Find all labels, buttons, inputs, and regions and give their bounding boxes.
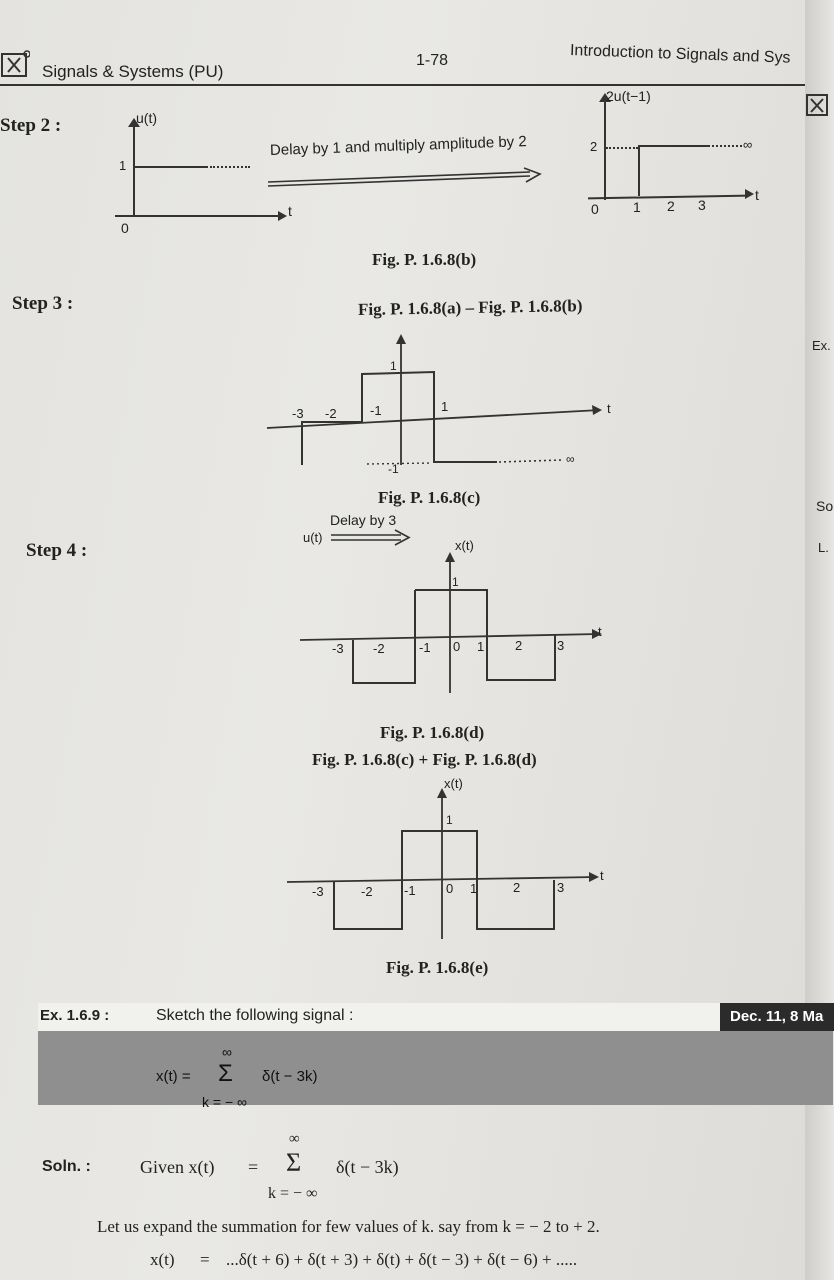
fig-e-tick-minus2: -2 [361,884,373,899]
solution-lower: k = − ∞ [268,1185,318,1202]
fig-c-inf: ∞ [566,452,575,466]
fig-c-tick-minus1: -1 [370,403,382,418]
fig-b-left-x-arrow-icon [278,211,287,221]
fig-e-tick-minus1: -1 [404,883,416,898]
fig-d-plot [295,548,615,698]
fig-d-tick-minus2: -2 [373,641,385,656]
fig-b-left-dots [210,166,250,168]
solution-label: Soln. : [42,1158,91,1175]
margin-ex: Ex. [812,338,831,353]
fig-e-tick-2: 2 [513,880,521,895]
fig-e-title: Fig. P. 1.6.8(c) + Fig. P. 1.6.8(d) [312,750,537,769]
fig-b-right-dashed-level [606,147,638,149]
solution-expansion-equals: = [200,1250,210,1269]
fig-b-right-step-edge [638,146,640,196]
fig-c-minus-one: -1 [388,462,399,476]
book-title: Signals & Systems (PU) [42,62,224,81]
fig-b-left-x-axis [115,215,280,217]
fig-b-right-x-arrow-icon [745,189,754,199]
fig-e-tick-0: 0 [446,881,454,896]
fig-d-tick-3: 3 [557,638,565,653]
example-number: Ex. 1.6.9 : [40,1007,110,1024]
solution-given: Given x(t) [140,1157,215,1177]
fig-b-arrow-text: Delay by 1 and multiply amplitude by 2 [269,133,527,159]
solution-sigma: Σ [286,1148,302,1177]
fig-e-tick-minus3: -3 [312,884,324,899]
solution-expansion: ...δ(t + 6) + δ(t + 3) + δ(t) + δ(t − 3) + δ(t − 6) + ..... [226,1250,578,1269]
fig-d-tick-1: 1 [477,639,485,654]
fig-d-caption: Fig. P. 1.6.8(d) [380,723,485,742]
fig-b-right-label: 2u(t−1) [606,88,651,104]
solution-expansion-lhs: x(t) [150,1250,175,1269]
page-number: 1-78 [416,52,449,69]
fig-e-one: 1 [446,813,453,827]
fig-e-label: x(t) [444,776,463,791]
fig-d-delay-text: Delay by 3 [330,512,397,528]
fig-b-left-t: t [288,203,292,219]
example-term: δ(t − 3k) [262,1068,318,1085]
fig-c-caption: Fig. P. 1.6.8(c) [378,488,481,507]
fig-d-input: u(t) [303,530,323,545]
fig-c-tick-minus2: -2 [325,406,337,421]
example-prompt: Sketch the following signal : [156,1007,354,1024]
fig-b-right-tick-2: 2 [667,198,675,214]
example-sigma: Σ [218,1060,233,1087]
fig-d-tick-0: 0 [453,639,461,654]
publisher-logo-icon-right [805,92,831,118]
fig-b-right-tick-1: 1 [633,199,641,215]
margin-so: So [816,498,834,514]
fig-e-tick-1: 1 [470,881,478,896]
fig-d-tick-minus3: -3 [332,641,344,656]
example-lower: k = − ∞ [202,1094,248,1110]
fig-b-right-step [638,145,710,147]
fig-d-tick-2: 2 [515,638,523,653]
example-lhs: x(t) = [156,1068,191,1085]
solution-equals: = [248,1157,259,1177]
fig-d-t: t [598,624,602,639]
fig-b-left-y-axis [133,125,135,217]
example-header-strip [38,1003,728,1031]
margin-l: L. [818,540,829,555]
fig-b-left-step [133,166,208,168]
fig-b-right-t: t [755,187,759,203]
fig-d-double-arrow-icon [331,528,411,546]
step-4-label: Step 4 : [26,540,88,561]
fig-b-right-dots [712,145,742,147]
fig-c-one: 1 [390,359,397,373]
fig-c-title: Fig. P. 1.6.8(a) – Fig. P. 1.6.8(b) [357,296,583,319]
fig-d-output: x(t) [455,538,474,553]
fig-b-right-two: 2 [590,139,598,154]
fig-d-tick-minus1: -1 [419,640,431,655]
fig-d-one: 1 [452,575,459,589]
fig-c-t: t [607,401,611,416]
fig-b-right-tick-0: 0 [591,201,599,217]
fig-b-right-y-axis [604,100,606,200]
fig-e-plot [282,784,612,944]
fig-b-right-inf: ∞ [743,137,753,152]
fig-b-caption: Fig. P. 1.6.8(b) [372,250,477,269]
fig-b-left-label: u(t) [136,110,157,126]
fig-c-tick-minus3: -3 [292,406,304,421]
chapter-title: Introduction to Signals and Sys [569,42,791,67]
fig-c-tick-1: 1 [441,399,449,414]
solution-expand-text: Let us expand the summation for few values of k. say from k = − 2 to + 2. [97,1217,600,1236]
exam-badge: Dec. 11, 8 Ma [720,1003,834,1031]
step-3-label: Step 3 : [12,293,74,314]
fig-b-double-arrow-icon [268,166,543,188]
fig-b-left-zero: 0 [121,220,129,236]
publisher-logo-icon [0,50,30,80]
header-rule [0,84,805,86]
fig-b-left-one: 1 [119,158,127,173]
solution-upper: ∞ [289,1131,300,1147]
fig-b-right-tick-3: 3 [698,197,706,213]
fig-e-tick-3: 3 [557,880,565,895]
step-2-label: Step 2 : [0,115,62,136]
fig-e-caption: Fig. P. 1.6.8(e) [386,958,489,977]
solution-term: δ(t − 3k) [336,1157,399,1177]
example-upper: ∞ [222,1044,232,1060]
fig-e-t: t [600,868,604,883]
